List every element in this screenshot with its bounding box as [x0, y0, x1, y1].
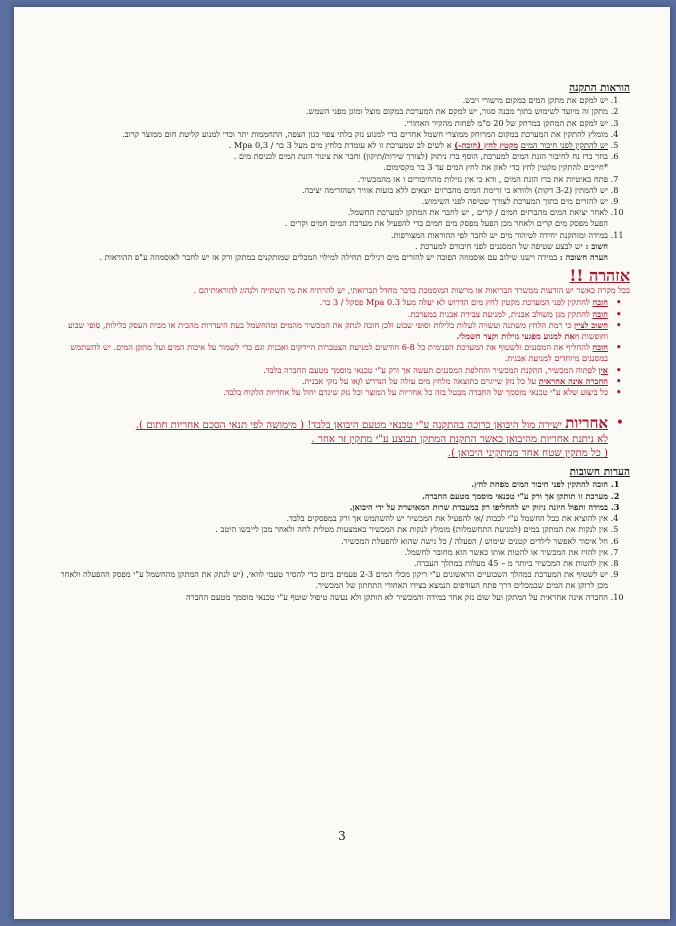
warning-item: • כל ביצוע שלא ע"י טכנאי מוסמך של החברה מבטל בזה כל אחריות על המוצר וכל נזק שיגרם יחול על אחריות הלקוח בלבד. — [54, 387, 608, 398]
notes-title: הערות חשובות — [569, 466, 630, 479]
install-item: 9. יש להזרים מים בתוך המערכת לצורך שטיפה לפני השימוש. — [54, 196, 608, 207]
remark-text: במידה וישנו שילוב עם אוסמוזה הפוכה יש להזרים מים רגילים תחילה למילוי המכלים שמותקנים במתקן ורק אז יש לחבר לאוסמוזה ע"פ ההוראות . — [99, 252, 560, 263]
warning-item — [54, 342, 608, 364]
warning-key: חובה — [592, 342, 608, 353]
install-item: 1. יש למקם את מתקן המים במקום מישורי ויבש. — [54, 95, 608, 106]
install-item — [54, 151, 608, 173]
notes-item: 3. במידה ותפול היזנה ניזוק יש להחליפו רק במעבדת שרות המאושרת על ידי היבואן. — [54, 502, 608, 513]
warning-item — [54, 376, 608, 387]
install-item-text: בחר ברז נח לחיבור הזנת המים למערכת, הוסף ברז ניתוק (לצורך שירות/תיקון) וחבר את צינור הזנת המים לכניסת מים . — [233, 151, 608, 162]
important-remark — [54, 252, 630, 263]
notes-item: 2. מערכת זו תותקן אך ורק ע"י טכנאי מוסמך מטעם החברה. — [54, 491, 608, 502]
install-title: הוראות התקנה — [569, 82, 630, 94]
responsibility-big: אחריות — [565, 414, 608, 433]
install-item: 3. יש למקם את המתקן במרחק של 20 ס"מ לפחות מהקיר האחורי. — [54, 118, 608, 129]
responsibility-line: ( כל מתקין שטח אחר ממתקיני היבואן ). — [447, 448, 608, 460]
warning-key: חשוב לציין — [573, 319, 608, 330]
install-item5-post: א לשים לב שמערכת זו לא עומדת בלחץ מים מעל 3 בר / Mpa 0,3 . — [228, 140, 455, 151]
install-item: 2. מתקן זה מיועד לשימוש בתוך מבנה סגור, יש למקם את המערכת במקום מוצל ומוגן מפני השמש. — [54, 106, 608, 117]
responsibility-line — [54, 416, 608, 433]
install-list-cont — [54, 230, 630, 241]
warning-item — [54, 365, 608, 376]
warning-text: להתקין מגן משולב אבנית, למניעת צבירת אבנית במערכת. — [407, 308, 593, 319]
important-label: חשוב : — [585, 240, 608, 251]
notes-item: 4. אין להוציא את כבל החשמל ע"י לכבות /או להפעיל את המכשיר יש להשתמש אך ורק במפסקים בלבד. — [54, 513, 608, 524]
install-item6-note: *חייבים להתקין מקטין לחץ כדי לאזן את לחץ המים עד 3 בר מקסימום. — [383, 162, 608, 173]
notes-item: 1. חובה להתקין לפני חיבור המים מפחת לחץ. — [54, 479, 608, 490]
warning-item — [54, 309, 608, 320]
install-item: 10. לאחר יציאת המים מהברזים חמים / קרים , יש לחבר את המתקן למערכת החשמל. — [54, 207, 608, 218]
warning-item — [54, 320, 608, 342]
important-note — [54, 241, 630, 252]
document-content — [54, 83, 630, 603]
remark-label: הערה חשובה : — [559, 252, 608, 263]
warning-item — [54, 297, 608, 308]
warning-intro: בכל מקרה כאשר יש הודעות ממשרד הבריאות או מרשות המוסמכת בדבר מחדל תברואתי, יש להרתיח את מי השתייה ולנהוג להוראותיהם . — [193, 285, 630, 296]
warning-list — [54, 297, 630, 398]
install-item5-pre: יש להתקין לפני חיבור המים — [520, 140, 608, 151]
install-item10-note: הפעל מפסק מים קרים ולאחר מכן הפעל מפסק מים חמים כדי להפעיל את מערכת המים חמים וקרים . — [284, 218, 608, 229]
notes-item: 7. אין להזיז את המכשיר או להטות אותו כאשר הוא מחובר לחשמל. — [54, 547, 608, 558]
responsibility-line: לא ניתנת אחריות מהיבואן כאשר התקנת המתקן תבוצע ע"י מתקין זר אחר . — [311, 434, 608, 446]
warning-bold: וזאת למנוע מפגעי נזילות וקצר חשמלי. — [456, 331, 580, 342]
install-item5-link: מקטין לחץ (חובה-) — [454, 140, 519, 151]
install-item: 4. מומלץ להתקין את המערכת במקום המרוחק ממוצרי חשמל אחרים כדי למנוע נזק בלתי צפוי כגון הצפה, התחממות יתר וכדי למנוע קליטת חום ממוצר קרוב. — [54, 129, 608, 140]
warning-title: אזהרה !! — [569, 266, 630, 286]
responsibility-block — [54, 416, 630, 461]
install-item: 11. במידה ומותקנת יחידה לטיהור מים יש לחבר לפי ההוראות המצורפות. — [54, 230, 608, 241]
warning-key: חובה — [592, 297, 608, 308]
warning-text: להתקין לפני המערכת מקטין לחץ מים הדרוש לא יעלה מעל Mpa 0.3 פסקל / 3 בר. — [319, 297, 593, 308]
notes-item: 9. יש לשטוף את המערכת במהלך השבועיים הראשונים ע"י ריקון מכלי המים 2-3 פעמים ביום כדי להסיר טעמי לוואי, (יש לנתק את המתקן מהחשמל ע"י מפסק ההפעלה ולאחר מכן לרוקן את המים שבמכלים דרך פתח העודפים הנמצא בצידו האחורי התחתון של המכשיר. — [54, 569, 608, 591]
responsibility-text: ישירה מול היבואן כרוכה בהתקנה ע"י טכנאי מטעם היבואן בלבד! ( מימושה לפי תנאי הסכם אחריות חתום ). — [135, 420, 566, 432]
install-item-pressure — [54, 140, 608, 151]
notes-item: 8. אין להטות את המכשיר ביותר מ – 45 מעלות במהלך העברה. — [54, 558, 608, 569]
install-item: 7. פתח באיטיות את ברז הזנת המים , ודא כי אין נזילות מהחיבורים ו או מהמכשיר. — [54, 174, 608, 185]
notes-list — [54, 479, 630, 602]
warning-key: אין — [598, 364, 608, 375]
warning-text: לפתוח המכשיר, התקנת המכשיר והחלפת המסננים תעשה אך ורק ע"י טכנאי מוסמך מטעם החברה בלבד. — [263, 364, 599, 375]
install-item: 8. יש להמתין (3-2 דקות) ולוודא כי זרימת המים מהברזים יוצאים ללא בועות אוויר ושהזרימה יציבה. — [54, 185, 608, 196]
warning-text: על כל נזק שייגרם כתוצאה מלחץ מים עולה על הנדרש ו/או על נזקי אבנית. — [301, 375, 539, 386]
important-text: יש לבצע שטיפה של המסננים לפני חיבורם למערכת . — [415, 240, 586, 251]
warning-text: להחליף את המסננים ולשטוף את המערכת הפנימית כל 6-8 חודשים למניעת הצטברות היידקים ואבנית וגם כדי לשמור על איכות המים ועל מתקן המים. יש להשתמש במסננים מיוחדים למניעת אבנית. — [70, 342, 608, 364]
warning-key: החברה אינה אחראית — [538, 375, 608, 386]
warning-key: חובה — [592, 308, 608, 319]
install-list — [54, 95, 630, 218]
notes-item: 5. אין לנקות את המתקן במים (למניעת התחשמלות) מומלץ לנקות את המכשיר באמצעות מטלית לחה ולאחר מכן לייבשו היטב . — [54, 524, 608, 535]
notes-item: 6. חל איסור לאפשר לילדים קטנים שימוש / הפעלה / כל גישה שהוא להפעלת המכשיר. — [54, 536, 608, 547]
notes-item: 10. החברה אינה אחראית על המתקן ועל שום נזק אחר במידה והמכשיר לא הותקן ולא נעשה טיפול שוטף ע"י טכנאי מוסמך מטעם החברה — [54, 592, 608, 603]
page-number: 3 — [338, 829, 346, 843]
warning-text: כי רמת הלחץ משתנה ועשויה לעלות בלילות וסופי שבוע ולכן חובה לנתק את המכשיר מהמים ומהחשמל בעת היעדרות מהבית או מבית העסק בלילות, סופי שבוע וחופשות — [67, 319, 608, 342]
document-page — [14, 7, 670, 919]
